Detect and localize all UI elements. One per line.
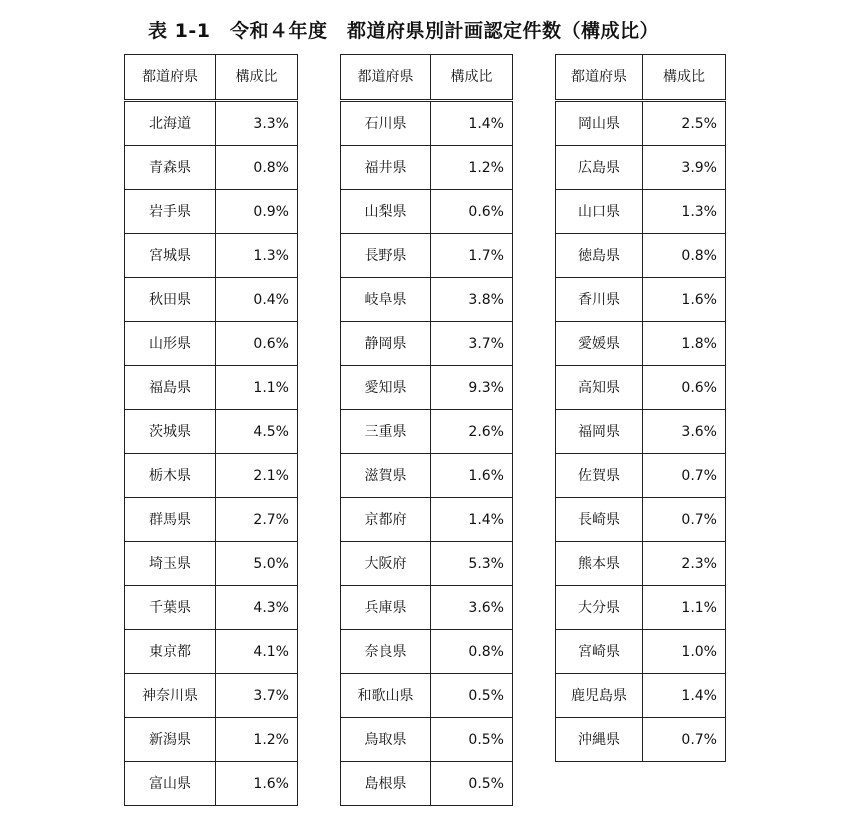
ratio-cell: 2.7% (216, 498, 298, 542)
table-row (556, 322, 726, 366)
table-row (556, 674, 726, 718)
prefecture-name-cell: 宮城県 (125, 234, 216, 278)
prefecture-name-cell: 山口県 (556, 190, 643, 234)
table-row (341, 630, 513, 674)
table-header-row (556, 55, 726, 101)
ratio-cell: 0.5% (431, 674, 513, 718)
prefecture-name-cell: 佐賀県 (556, 454, 643, 498)
table-row (341, 322, 513, 366)
table-row (341, 234, 513, 278)
table-row (556, 234, 726, 278)
prefecture-name-cell: 千葉県 (125, 586, 216, 630)
header-ratio: 構成比 (643, 55, 726, 101)
ratio-cell: 0.7% (643, 454, 726, 498)
prefecture-name-cell: 富山県 (125, 762, 216, 806)
header-prefecture: 都道府県 (125, 55, 216, 101)
ratio-cell: 5.0% (216, 542, 298, 586)
prefecture-name-cell: 山形県 (125, 322, 216, 366)
header-ratio: 構成比 (216, 55, 298, 101)
header-prefecture: 都道府県 (556, 55, 643, 101)
table-body (125, 101, 298, 806)
prefecture-name-cell: 石川県 (341, 101, 431, 146)
prefecture-name-cell: 大阪府 (341, 542, 431, 586)
table-row (556, 586, 726, 630)
table-header-row (125, 55, 298, 101)
table-row (125, 322, 298, 366)
ratio-cell: 2.3% (643, 542, 726, 586)
header-ratio: 構成比 (431, 55, 513, 101)
table-row (341, 366, 513, 410)
ratio-cell: 1.6% (643, 278, 726, 322)
table-row (341, 454, 513, 498)
ratio-cell: 0.5% (431, 718, 513, 762)
ratio-cell: 4.3% (216, 586, 298, 630)
table-row (341, 586, 513, 630)
table-row (556, 410, 726, 454)
prefecture-name-cell: 秋田県 (125, 278, 216, 322)
ratio-cell: 3.6% (431, 586, 513, 630)
table-row (341, 146, 513, 190)
ratio-cell: 0.7% (643, 718, 726, 762)
prefecture-name-cell: 香川県 (556, 278, 643, 322)
prefecture-name-cell: 鹿児島県 (556, 674, 643, 718)
prefecture-name-cell: 大分県 (556, 586, 643, 630)
table-row (341, 278, 513, 322)
table-row (125, 498, 298, 542)
ratio-cell: 3.9% (643, 146, 726, 190)
prefecture-name-cell: 岩手県 (125, 190, 216, 234)
ratio-cell: 3.6% (643, 410, 726, 454)
ratio-cell: 0.9% (216, 190, 298, 234)
prefecture-name-cell: 岐阜県 (341, 278, 431, 322)
prefecture-table-1 (124, 54, 298, 806)
ratio-cell: 0.6% (216, 322, 298, 366)
ratio-cell: 4.1% (216, 630, 298, 674)
table-row (125, 410, 298, 454)
prefecture-name-cell: 島根県 (341, 762, 431, 806)
table-row (556, 278, 726, 322)
table-row (341, 762, 513, 806)
table-row (125, 542, 298, 586)
prefecture-name-cell: 鳥取県 (341, 718, 431, 762)
prefecture-name-cell: 奈良県 (341, 630, 431, 674)
prefecture-name-cell: 広島県 (556, 146, 643, 190)
table-row (556, 146, 726, 190)
ratio-cell: 0.8% (431, 630, 513, 674)
table-row (125, 586, 298, 630)
ratio-cell: 2.1% (216, 454, 298, 498)
ratio-cell: 0.7% (643, 498, 726, 542)
prefecture-name-cell: 埼玉県 (125, 542, 216, 586)
ratio-cell: 1.2% (431, 146, 513, 190)
prefecture-name-cell: 新潟県 (125, 718, 216, 762)
prefecture-name-cell: 栃木県 (125, 454, 216, 498)
ratio-cell: 1.6% (216, 762, 298, 806)
ratio-cell: 2.6% (431, 410, 513, 454)
prefecture-name-cell: 愛媛県 (556, 322, 643, 366)
ratio-cell: 1.3% (643, 190, 726, 234)
table-row (556, 718, 726, 762)
prefecture-name-cell: 高知県 (556, 366, 643, 410)
ratio-cell: 1.4% (431, 101, 513, 146)
table-row (341, 190, 513, 234)
prefecture-name-cell: 長崎県 (556, 498, 643, 542)
table-row (341, 542, 513, 586)
prefecture-name-cell: 山梨県 (341, 190, 431, 234)
table-row (556, 498, 726, 542)
prefecture-name-cell: 福岡県 (556, 410, 643, 454)
prefecture-name-cell: 三重県 (341, 410, 431, 454)
table-row (556, 542, 726, 586)
ratio-cell: 3.7% (216, 674, 298, 718)
table-row (125, 234, 298, 278)
ratio-cell: 3.7% (431, 322, 513, 366)
prefecture-name-cell: 北海道 (125, 101, 216, 146)
ratio-cell: 1.8% (643, 322, 726, 366)
prefecture-name-cell: 長野県 (341, 234, 431, 278)
ratio-cell: 0.6% (431, 190, 513, 234)
ratio-cell: 1.7% (431, 234, 513, 278)
table-row (556, 454, 726, 498)
prefecture-name-cell: 徳島県 (556, 234, 643, 278)
prefecture-table-2 (340, 54, 513, 806)
table-row (125, 190, 298, 234)
table-row (341, 498, 513, 542)
ratio-cell: 0.5% (431, 762, 513, 806)
table-header-row (341, 55, 513, 101)
ratio-cell: 0.8% (643, 234, 726, 278)
ratio-cell: 3.3% (216, 101, 298, 146)
ratio-cell: 1.3% (216, 234, 298, 278)
table-row (341, 101, 513, 146)
ratio-cell: 0.4% (216, 278, 298, 322)
ratio-cell: 1.1% (643, 586, 726, 630)
header-prefecture: 都道府県 (341, 55, 431, 101)
document-title: 表 1-1 令和４年度 都道府県別計画認定件数（構成比） (148, 20, 659, 42)
prefecture-name-cell: 滋賀県 (341, 454, 431, 498)
table-row (125, 674, 298, 718)
prefecture-name-cell: 青森県 (125, 146, 216, 190)
table-row (125, 718, 298, 762)
table-row (556, 630, 726, 674)
table-row (125, 762, 298, 806)
table-row (125, 366, 298, 410)
ratio-cell: 1.0% (643, 630, 726, 674)
prefecture-name-cell: 東京都 (125, 630, 216, 674)
ratio-cell: 4.5% (216, 410, 298, 454)
table-row (341, 410, 513, 454)
table-row (125, 630, 298, 674)
ratio-cell: 2.5% (643, 101, 726, 146)
table-row (125, 278, 298, 322)
table-row (556, 366, 726, 410)
prefecture-name-cell: 熊本県 (556, 542, 643, 586)
prefecture-name-cell: 愛知県 (341, 366, 431, 410)
table-row (125, 101, 298, 146)
prefecture-name-cell: 沖縄県 (556, 718, 643, 762)
prefecture-name-cell: 京都府 (341, 498, 431, 542)
table-row (125, 146, 298, 190)
ratio-cell: 1.2% (216, 718, 298, 762)
table-row (556, 190, 726, 234)
table-body (556, 101, 726, 762)
table-row (341, 718, 513, 762)
prefecture-table-3 (555, 54, 726, 762)
prefecture-name-cell: 福島県 (125, 366, 216, 410)
prefecture-name-cell: 福井県 (341, 146, 431, 190)
table-row (125, 454, 298, 498)
prefecture-name-cell: 群馬県 (125, 498, 216, 542)
prefecture-name-cell: 兵庫県 (341, 586, 431, 630)
prefecture-name-cell: 茨城県 (125, 410, 216, 454)
prefecture-name-cell: 神奈川県 (125, 674, 216, 718)
table-row (556, 101, 726, 146)
ratio-cell: 3.8% (431, 278, 513, 322)
prefecture-name-cell: 岡山県 (556, 101, 643, 146)
table-body (341, 101, 513, 806)
prefecture-name-cell: 静岡県 (341, 322, 431, 366)
ratio-cell: 1.6% (431, 454, 513, 498)
ratio-cell: 1.4% (431, 498, 513, 542)
prefecture-name-cell: 和歌山県 (341, 674, 431, 718)
ratio-cell: 5.3% (431, 542, 513, 586)
ratio-cell: 1.1% (216, 366, 298, 410)
table-row (341, 674, 513, 718)
ratio-cell: 0.6% (643, 366, 726, 410)
ratio-cell: 0.8% (216, 146, 298, 190)
prefecture-name-cell: 宮崎県 (556, 630, 643, 674)
ratio-cell: 9.3% (431, 366, 513, 410)
ratio-cell: 1.4% (643, 674, 726, 718)
